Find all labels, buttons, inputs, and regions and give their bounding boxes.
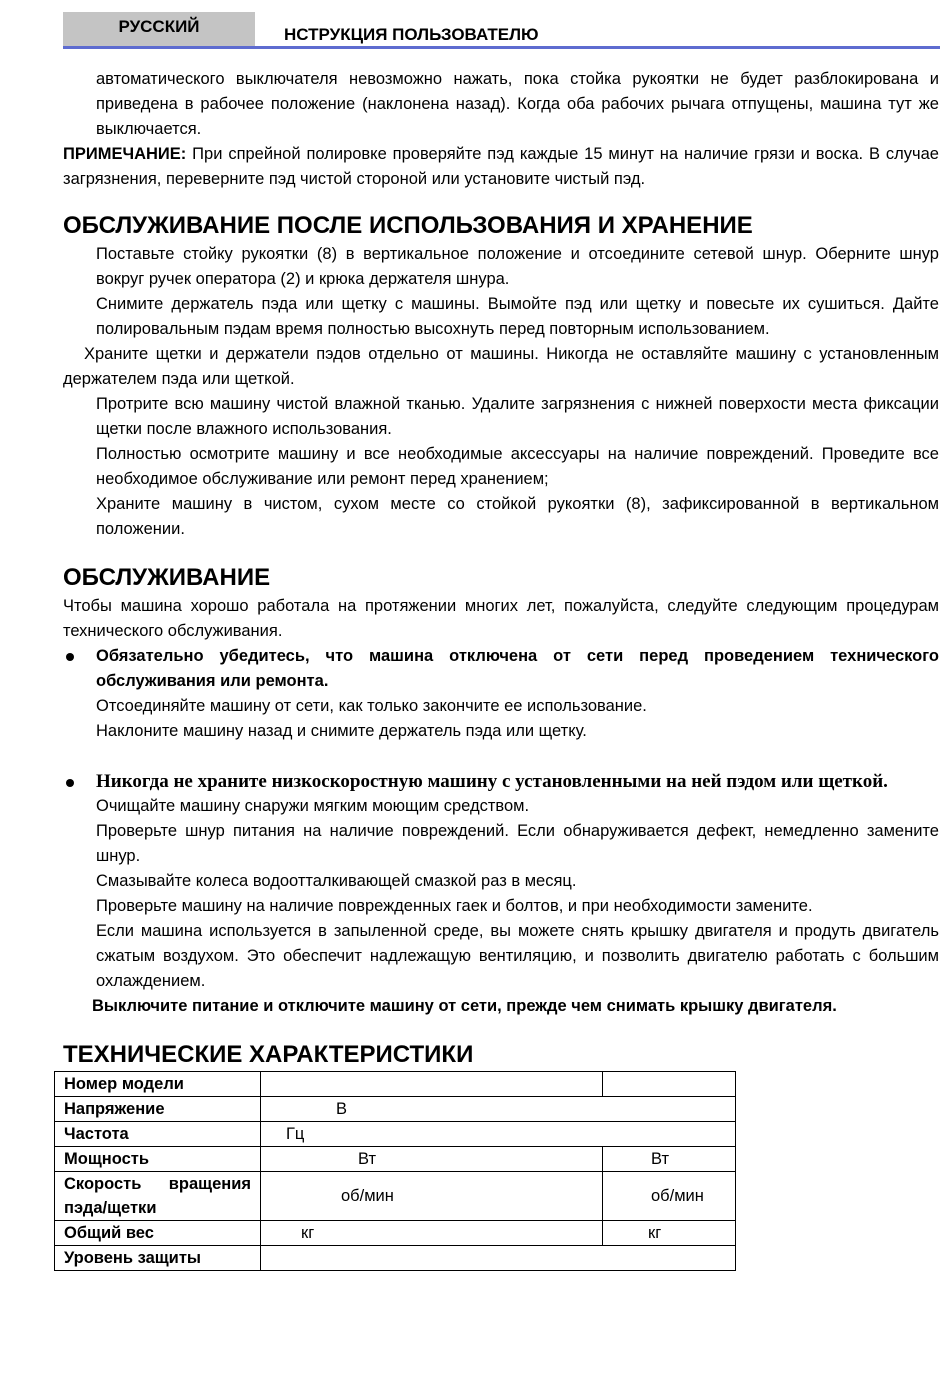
maintenance-bullet-1 [63,644,939,744]
bullet-2-line-3: Смазывайте колеса водоотталкивающей смазкой раз в месяц. [96,872,577,890]
table-row [55,1072,736,1097]
weight-value-1: кг [261,1221,603,1246]
model-value-2 [603,1072,736,1097]
language-tab: РУССКИЙ [63,12,255,46]
bullet-1-line-2: Наклоните машину назад и снимите держатель пэда или щетку. [96,722,587,740]
frequency-value: Гц [261,1122,736,1147]
bullet-2-line-4: Проверьте машину на наличие поврежденных гаек и болтов, и при необходимости замените. [96,897,813,915]
model-value-1 [261,1072,603,1097]
bullet-2-text: Никогда не храните низкоскоростную машину с установленными на ней пэдом или щеткой. [96,771,888,792]
speed-label: Скорость вращения пэда/щетки [55,1172,261,1221]
header-title: НСТРУКЦИЯ ПОЛЬЗОВАТЕЛЮ [284,25,539,44]
voltage-value: В [261,1097,736,1122]
power-value-1: Вт [261,1147,603,1172]
voltage-label: Напряжение [55,1097,261,1122]
maintenance-heading: ОБСЛУЖИВАНИЕ [63,564,271,591]
header-rule [63,46,940,49]
protection-value [261,1246,736,1271]
care-paragraph-3: Храните щетки и держатели пэдов отдельно от машины. Никогда не оставляйте машину с установленным держателем пэда или щеткой. [63,345,939,388]
maintenance-bullet-2 [63,769,939,994]
care-paragraph-4: Протрите всю машину чистой влажной тканью. Удалите загрязнения с нижней поверхости места фиксации щетки после влажного использования. [96,395,939,438]
speed-value-1: об/мин [261,1172,603,1221]
page-header [0,0,950,55]
specs-table [54,1071,736,1271]
table-row [55,1122,736,1147]
table-row [55,1221,736,1246]
care-paragraph-1: Поставьте стойку рукоятки (8) в вертикальное положение и отсоедините сетевой шнур. Оберните шнур вокруг ручек оператора (2) и крюка держателя шнура. [96,245,939,288]
bullet-2-line-1: Очищайте машину снаружи мягким моющим средством. [96,797,530,815]
note-paragraph [63,142,939,192]
bullet-1-line-1: Отсоединяйте машину от сети, как только закончите ее использование. [96,697,647,715]
note-text: При спрейной полировке проверяйте пэд каждые 15 минут на наличие грязи и воска. В случае загрязнения, переверните пэд чистой стороной или установите чистый пэд. [63,145,939,188]
weight-label: Общий вес [55,1221,261,1246]
table-row [55,1246,736,1271]
intro-paragraph: автоматического выключателя невозможно нажать, пока стойка рукоятки не будет разблокирована и приведена в рабочее положение (наклонена назад). Когда оба рабочих рычага отпущены, машина тут же выключается. [96,70,939,138]
bullet-2-line-2: Проверьте шнур питания на наличие повреждений. Если обнаруживается дефект, немедленно замените шнур. [96,822,939,865]
table-row [55,1147,736,1172]
frequency-label: Частота [55,1122,261,1147]
care-paragraph-5: Полностью осмотрите машину и все необходимые аксессуары на наличие повреждений. Проведите все необходимое обслуживание или ремонт перед хранением; [96,445,939,488]
table-row [55,1097,736,1122]
protection-label: Уровень защиты [55,1246,261,1271]
model-label: Номер модели [55,1072,261,1097]
bullet-2-line-5: Если машина используется в запыленной среде, вы можете снять крышку двигателя и продуть двигатель сжатым воздухом. Это обеспечит надлежащую вентиляцию, и позволить двигателю работать с большим охлаждением. [96,922,939,990]
care-paragraph-6: Храните машину в чистом, сухом месте со стойкой рукоятки (8), зафиксированной в вертикальном положении. [96,495,939,538]
page-content [63,67,939,1271]
power-value-2: Вт [603,1147,736,1172]
maintenance-intro: Чтобы машина хорошо работала на протяжении многих лет, пожалуйста, следуйте следующим процедурам технического обслуживания. [63,597,939,640]
care-paragraph-2: Снимите держатель пэда или щетку с машины. Вымойте пэд или щетку и повесьте их сушиться. Дайте полировальным пэдам время полностью высохнуть перед повторным использованием. [96,295,939,338]
power-label: Мощность [55,1147,261,1172]
specs-heading: ТЕХНИЧЕСКИЕ ХАРАКТЕРИСТИКИ [63,1041,474,1068]
bullet-dot-icon [66,779,74,787]
speed-value-2: об/мин [603,1172,736,1221]
weight-value-2: кг [603,1221,736,1246]
table-row [55,1172,736,1221]
care-heading: ОБСЛУЖИВАНИЕ ПОСЛЕ ИСПОЛЬЗОВАНИЯ И ХРАНЕНИЕ [63,212,753,239]
note-label: ПРИМЕЧАНИЕ: [63,145,187,163]
bullet-1-text: Обязательно убедитесь, что машина отключена от сети перед проведением технического обслуживания или ремонта. [96,647,939,690]
bullet-dot-icon [66,653,74,661]
motor-cover-warning: Выключите питание и отключите машину от сети, прежде чем снимать крышку двигателя. [92,997,837,1015]
